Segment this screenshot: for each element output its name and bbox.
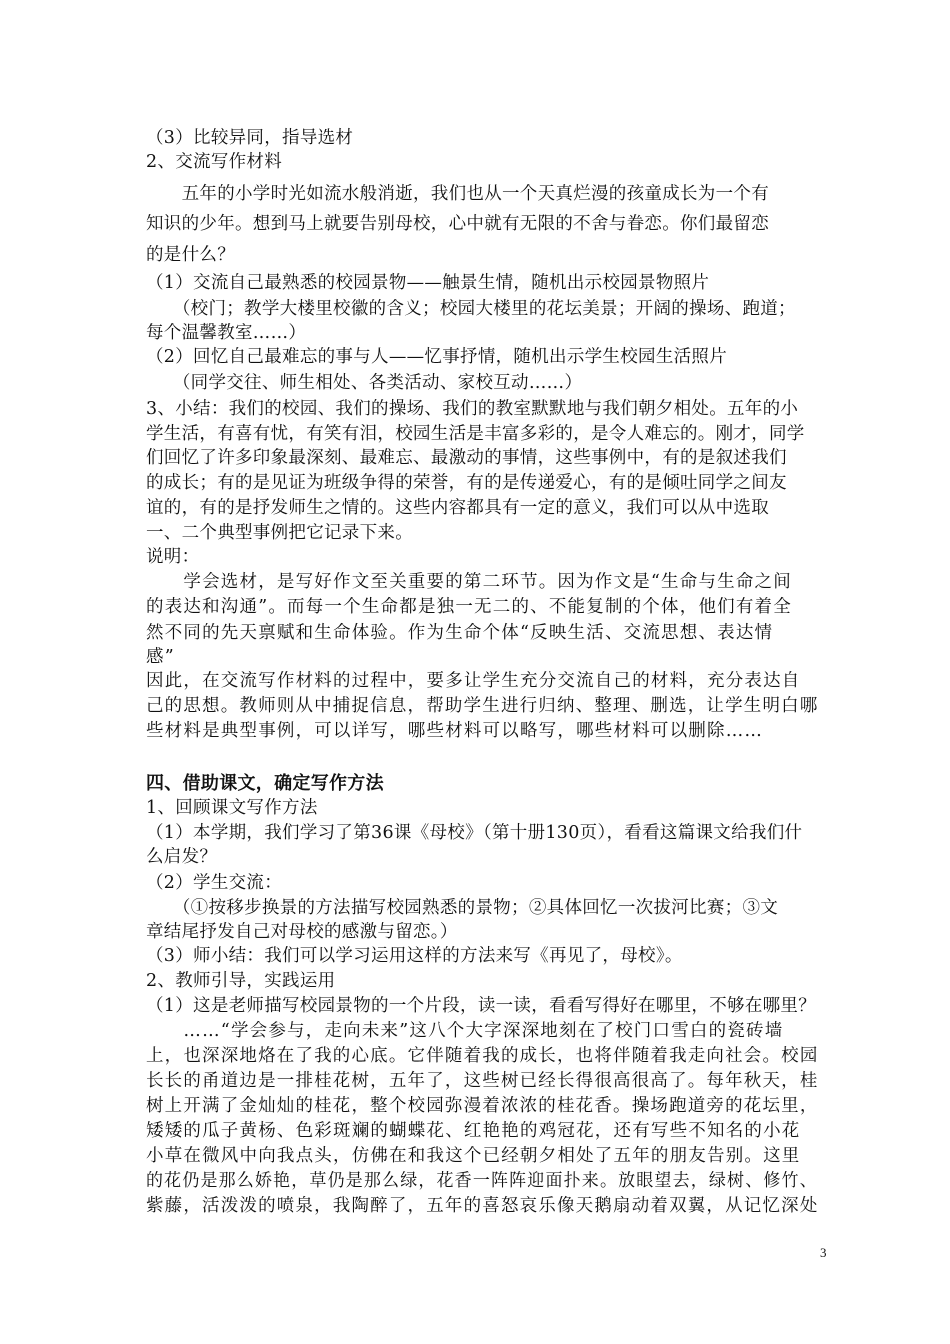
text-line: 的表达和沟通”。而每一个生命都是独一无二的、不能复制的个体，他们有着全 (146, 597, 792, 617)
text-line: 矮矮的瓜子黄杨、色彩斑斓的蝴蝶花、红艳艳的鸡冠花，还有写些不知名的小花 (146, 1121, 801, 1141)
text-line: 学生活，有喜有忧，有笑有泪，校园生活是丰富多彩的，是令人难忘的。刚才，同学 (146, 424, 805, 444)
text-line: 么启发？ (146, 847, 218, 867)
text-line: 感” (146, 647, 175, 667)
text-line: （1）这是老师描写校园景物的一个片段，读一读，看看写得好在哪里，不够在哪里？ (146, 996, 817, 1016)
text-line: （1）本学期，我们学习了第36课《母校》（第十册130页），看看这篇课文给我们什 (146, 823, 803, 843)
text-line: 然不同的先天禀赋和生命体验。作为生命个体“反映生活、交流思想、表达情 (146, 623, 774, 643)
text-line: 一、二个典型事例把它记录下来。 (146, 523, 413, 543)
text-line: 小草在微风中向我点头，仿佛在和我这个已经朝夕相处了五年的朋友告别。这里 (146, 1146, 801, 1166)
text-line: （3）师小结：我们可以学习运用这样的方法来写《再见了，母校》。 (146, 946, 683, 966)
text-line: （2）回忆自己最难忘的事与人——忆事抒情，随机出示学生校园生活照片 (146, 347, 728, 367)
text-line: ……“学会参与，走向未来”这八个大字深深地刻在了校门口雪白的瓷砖墙 (146, 1021, 784, 1041)
text-line: 上，也深深地烙在了我的心底。它伴随着我的成长，也将伴随着我走向社会。校园 (146, 1046, 819, 1066)
text-line: 长长的甬道边是一排桂花树，五年了，这些树已经长得很高很高了。每年秋天，桂 (146, 1071, 819, 1091)
text-line: 的花仍是那么娇艳，草仍是那么绿，花香一阵阵迎面扑来。放眼望去，绿树、修竹、 (146, 1171, 818, 1191)
text-line: 己的思想。教师则从中捕捉信息，帮助学生进行归纳、整理、删选，让学生明白哪 (146, 696, 819, 716)
text-line: 2、教师引导，实践运用 (146, 971, 336, 991)
text-line: 谊的，有的是抒发师生之情的。这些内容都具有一定的意义，我们可以从中选取 (146, 498, 769, 518)
text-line: 们回忆了许多印象最深刻、最难忘、最激动的事情，这些事例中，有的是叙述我们 (146, 448, 787, 468)
text-line: 知识的少年。想到马上就要告别母校，心中就有无限的不舍与眷恋。你们最留恋 (146, 214, 769, 234)
text-line: 3、小结：我们的校园、我们的操场、我们的教室默默地与我们朝夕相处。五年的小 (146, 399, 799, 419)
text-line: （1）交流自己最熟悉的校园景物——触景生情，随机出示校园景物照片 (146, 273, 710, 293)
page-number: 3 (820, 1245, 827, 1260)
text-line: 1、回顾课文写作方法 (146, 798, 318, 818)
text-line: 章结尾抒发自己对母校的感激与留恋。） (146, 922, 458, 942)
text-line: 因此，在交流写作材料的过程中，要多让学生充分交流自己的材料，充分表达自 (146, 671, 801, 691)
text-line: 些材料是典型事例，可以详写，哪些材料可以略写，哪些材料可以删除…… (146, 721, 764, 741)
text-line: （①按移步换景的方法描写校园熟悉的景物；②具体回忆一次拔河比赛；③文 (146, 898, 779, 918)
text-line: 树上开满了金灿灿的桂花，整个校园弥漫着浓浓的桂花香。操场跑道旁的花坛里， (146, 1096, 819, 1116)
text-line: （同学交往、师生相处、各类活动、家校互动……） (146, 373, 583, 393)
text-line: （3）比较异同，指导选材 (146, 128, 354, 148)
text-line: （校门；教学大楼里校徽的含义；校园大楼里的花坛美景；开阔的操场、跑道； (146, 299, 796, 319)
text-line: 说明： (146, 547, 200, 567)
text-line: 的成长；有的是见证为班级争得的荣誉，有的是传递爱心，有的是倾吐同学之间友 (146, 473, 787, 493)
text-line: 的是什么？ (146, 245, 235, 265)
text-line: 学会选材，是写好作文至关重要的第二环节。因为作文是“生命与生命之间 (146, 572, 792, 592)
text-line: （2）学生交流： (146, 873, 283, 893)
section-heading: 四、借助课文，确定写作方法 (146, 773, 384, 794)
text-line: 每个温馨教室……） (146, 323, 307, 343)
text-line: 紫藤，活泼泼的喷泉，我陶醉了，五年的喜怒哀乐像天鹅扇动着双翼，从记忆深处 (146, 1196, 819, 1216)
text-line: 五年的小学时光如流水般消逝，我们也从一个天真烂漫的孩童成长为一个有 (146, 184, 769, 204)
text-line: 2、交流写作材料 (146, 152, 283, 172)
